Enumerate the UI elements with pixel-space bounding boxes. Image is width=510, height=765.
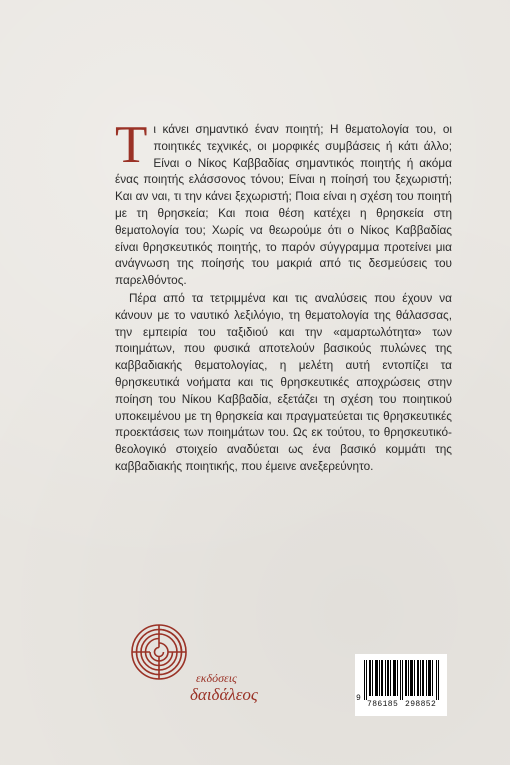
barcode-bars bbox=[362, 660, 442, 700]
publisher-name-line2: δαιδάλεος bbox=[190, 685, 258, 704]
isbn-digits-group-2: 298852 bbox=[405, 700, 437, 709]
isbn-prefix-digit: 9 bbox=[356, 694, 361, 703]
blurb-paragraph-1 bbox=[115, 116, 452, 289]
publisher-name-line1: εκδόσεις bbox=[196, 671, 237, 685]
isbn-barcode bbox=[355, 654, 447, 716]
isbn-digits-group-1: 786185 bbox=[367, 700, 399, 709]
publisher-logo bbox=[130, 623, 258, 713]
paragraph-2-text: Πέρα από τα τετριμμένα και τις αναλύσεις που έχουν να κάνουν με το ναυτικό λεξιλόγιο, τη θεματολογία της θάλασσας, την εμπειρία του ταξιδιού και την «αμαρτωλότητα» των ποιημάτων, που φυσικά αποτελούν βασικούς πυλώνες της καββαδιακής θεματολογίας, η μελέτη αυτή εντοπίζει τα θρησκευτικά νοήματα και τις θρησκευτικές αποχρώσεις στην ποίηση του Νίκου Καββαδία, εξετάζει τη σχέση του ποιητικού υποκειμένου με τη θρησκεία και πραγματεύεται τις θρησκευτικές προεκτάσεις των ποιημάτων του. Ως εκ τούτου, το θρησκευτικό-θεολογικό στοιχείο αναδύεται ως ένα βασικό κομμάτι της καββαδιακής ποιητικής, που έμεινε ανεξερεύνητο. bbox=[115, 290, 452, 473]
blurb-text bbox=[115, 116, 452, 475]
blurb-paragraph-2 bbox=[115, 290, 452, 475]
labyrinth-icon bbox=[130, 623, 188, 681]
paragraph-1-text: ι κάνει σημαντικό έναν ποιητή; Η θεματολογία του, οι ποιητικές τεχνικές, οι μορφικές συμβάσεις ή κάτι άλλο; Είναι ο Νίκος Καββαδίας σημαντικός ποιητής ή ακόμα ένας ποιητής ελάσσονος τόνου; Είναι η ποίησή του ξεχωριστή; Και αν ναι, τι την κάνει ξεχωριστή; Ποια είναι η σχέση του ποιητή με τη θρησκεία; Και ποια θέση κατέχει η θρησκεία στη θεματολογία του; Χωρίς να θεωρούμε ότι ο Νίκος Καββαδίας είναι θρησκευτικός ποιητής, το παρόν σύγγραμμα προτείνει μια ανάγνωση της ποίησής του μακριά από τις δεσμεύσεις του παρελθόντος. bbox=[115, 122, 452, 288]
drop-cap: Τ bbox=[115, 116, 148, 174]
